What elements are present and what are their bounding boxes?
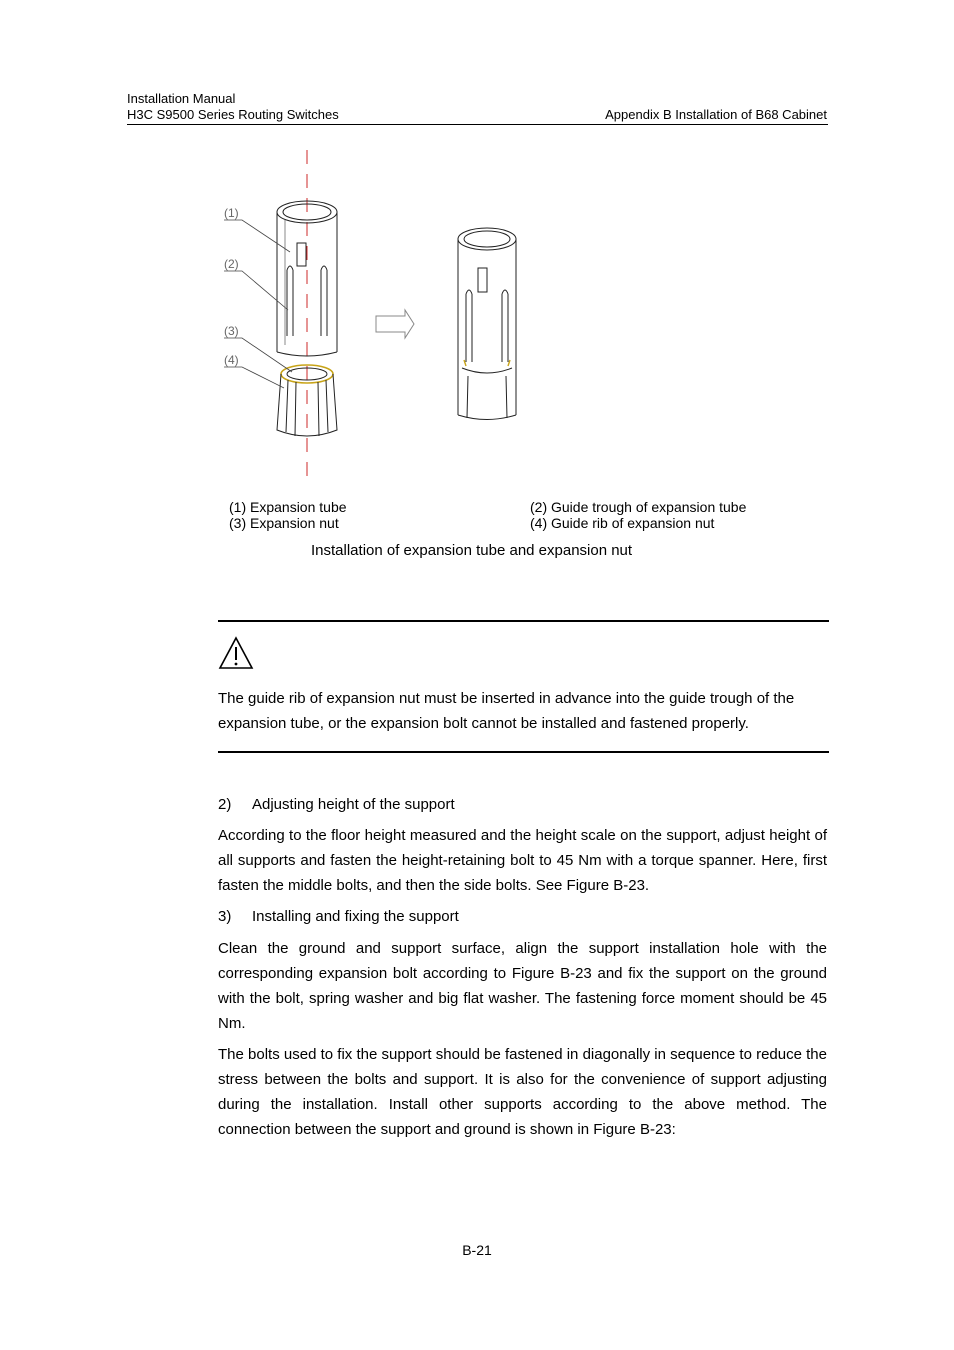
body-paragraph: According to the floor height measured and the height scale on the support, adjust height of all supports and fasten the height-retaining bolt to 45 Nm with a torque spanner. Here, first fasten the middle bolts, and then the side bolts. See Figure B-23.: [218, 827, 827, 894]
callout-1: (1): [224, 206, 239, 220]
callout-3: (3): [224, 324, 239, 338]
page-header-left: [127, 91, 339, 123]
step-number: 3): [218, 908, 232, 925]
callout-2: (2): [224, 257, 239, 271]
header-divider: [127, 124, 828, 125]
legend-item: (4) Guide rib of expansion nut: [530, 515, 715, 531]
callout-4: (4): [224, 353, 239, 367]
body-paragraph: Clean the ground and support surface, align the support installation hole with the corresponding expansion bolt according to Figure B-23 and fix the support on the ground with the bolt, spring washer and big flat washer. The fastening force moment should be 45 Nm.: [218, 940, 827, 1032]
section-title: Appendix B Installation of B68 Cabinet: [605, 107, 827, 122]
figure-caption: Installation of expansion tube and expansion nut: [311, 542, 633, 559]
arrow-icon: [376, 310, 414, 338]
body-paragraph: The bolts used to fix the support should be fastened in diagonally in sequence to reduce the stress between the bolts and support. It is also for the convenience of support adjusting during the installation. Install other supports according to the above method. The connection between the support and ground is shown in Figure B-23:: [218, 1046, 827, 1138]
legend-item: (3) Expansion nut: [229, 515, 339, 531]
step-number: 2): [218, 796, 232, 813]
warning-triangle-icon: [218, 636, 254, 670]
step-title: Installing and fixing the support: [252, 908, 459, 925]
manual-title: Installation Manual: [127, 91, 236, 106]
callout-labels: [224, 206, 239, 367]
legend-item: (2) Guide trough of expansion tube: [530, 499, 747, 515]
product-name: H3C S9500 Series Routing Switches: [127, 107, 339, 122]
assembled-tube-drawing: [458, 228, 516, 420]
step-heading: [218, 795, 455, 815]
note-top-rule: [218, 620, 829, 622]
expansion-tube-figure: [200, 140, 560, 490]
note-bottom-rule: [218, 751, 829, 753]
page-number: B-21: [462, 1242, 492, 1258]
caution-text: The guide rib of expansion nut must be inserted in advance into the guide trough of the expansion tube, or the expansion bolt cannot be installed and fastened properly.: [218, 690, 795, 732]
legend-item: (1) Expansion tube: [229, 499, 347, 515]
step-title: Adjusting height of the support: [252, 796, 455, 813]
step-heading: [218, 907, 459, 927]
